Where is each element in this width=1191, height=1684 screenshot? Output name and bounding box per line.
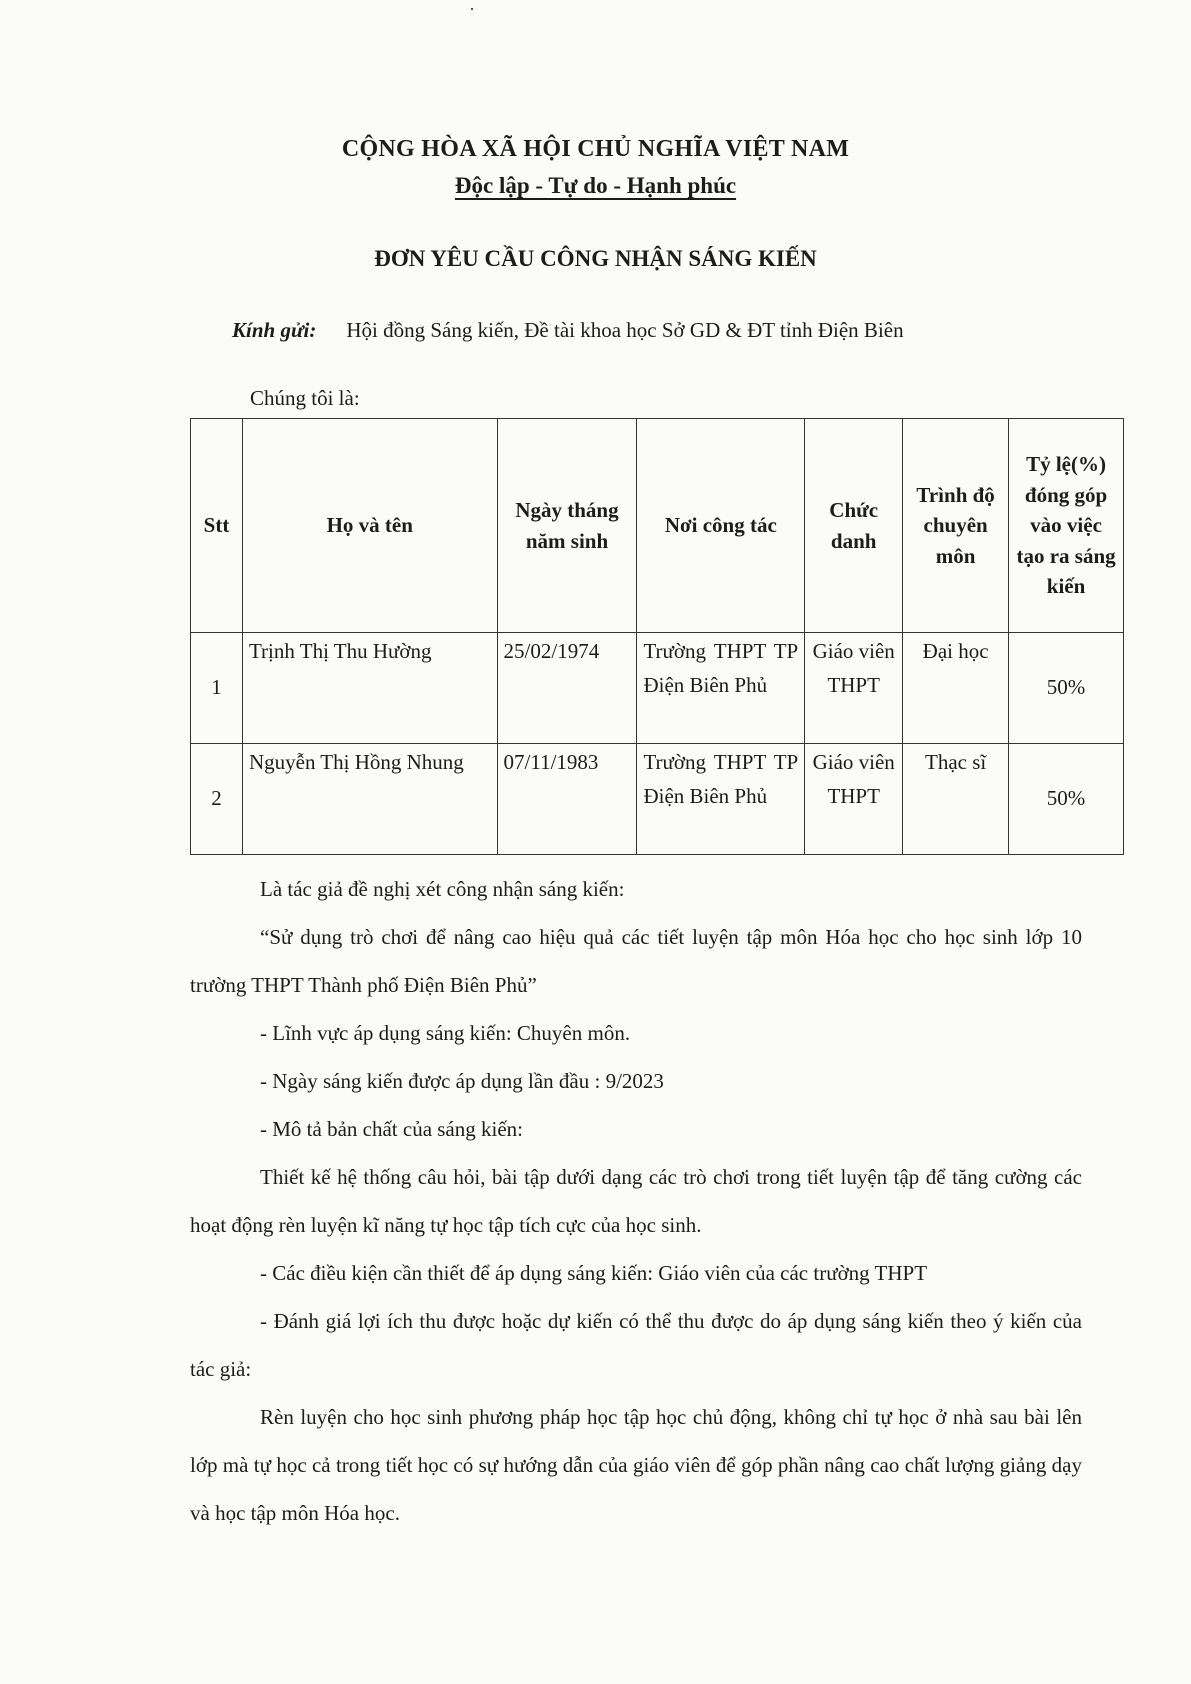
header-stt: Stt: [191, 419, 243, 633]
row-dob: 25/02/1974: [497, 633, 637, 744]
row-name: Trịnh Thị Thu Hường: [242, 633, 497, 744]
motto-text: Độc lập - Tự do - Hạnh phúc: [454, 173, 737, 198]
authors-table: [190, 418, 1124, 855]
scan-speck: [471, 8, 473, 10]
document-title: ĐƠN YÊU CẦU CÔNG NHẬN SÁNG KIẾN: [374, 246, 817, 271]
row-degree: Thạc sĩ: [903, 744, 1009, 855]
row-stt: 2: [191, 744, 243, 855]
nature-text: Thiết kế hệ thống câu hỏi, bài tập dưới dạng các trò chơi trong tiết luyện tập để tăng cường các hoạt động rèn luyện kĩ năng tự học tập tích cực của học sinh.: [190, 1165, 1082, 1237]
initiative-title: “Sử dụng trò chơi để nâng cao hiệu quả các tiết luyện tập môn Hóa học cho học sinh lớp 10 trường THPT Thành phố Điện Biên Phủ”: [190, 925, 1082, 997]
conditions-line: - Các điều kiện cần thiết để áp dụng sáng kiến: Giáo viên của các trường THPT: [260, 1261, 928, 1285]
header-name: Họ và tên: [242, 419, 497, 633]
nation-heading: CỘNG HÒA XÃ HỘI CHỦ NGHĨA VIỆT NAM: [341, 136, 850, 162]
motto-heading: [0, 173, 1191, 199]
header-title: Chức danh: [805, 419, 903, 633]
field-line: - Lĩnh vực áp dụng sáng kiến: Chuyên môn.: [260, 1021, 631, 1045]
author-line: Là tác giả đề nghị xét công nhận sáng kiến:: [260, 877, 625, 901]
table-row: [191, 744, 1124, 855]
recipient-label: Kính gửi:: [232, 318, 317, 342]
row-title: Giáo viên THPT: [805, 744, 903, 855]
benefit-text: Rèn luyện cho học sinh phương pháp học tập học chủ động, không chỉ tự học ở nhà sau bài lên lớp mà tự học cả trong tiết học có sự hướng dẫn của giáo viên để góp phần nâng cao chất lượng giảng dạy và học tập môn Hóa học.: [190, 1405, 1082, 1525]
recipient-line: [232, 318, 904, 343]
document-body: [190, 865, 1082, 1537]
header-dob: Ngày tháng năm sinh: [497, 419, 637, 633]
nature-label: - Mô tả bản chất của sáng kiến:: [260, 1117, 523, 1141]
row-title: Giáo viên THPT: [805, 633, 903, 744]
row-workplace: Trường THPT TP Điện Biên Phủ: [637, 633, 805, 744]
row-rate: 50%: [1009, 633, 1124, 744]
row-rate: 50%: [1009, 744, 1124, 855]
row-degree: Đại học: [903, 633, 1009, 744]
header-degree: Trình độ chuyên môn: [903, 419, 1009, 633]
row-workplace: Trường THPT TP Điện Biên Phủ: [637, 744, 805, 855]
recipient-value: Hội đồng Sáng kiến, Đề tài khoa học Sở GD & ĐT tỉnh Điện Biên: [346, 318, 904, 342]
header-rate: Tỷ lệ(%) đóng góp vào việc tạo ra sáng kiến: [1009, 419, 1124, 633]
row-stt: 1: [191, 633, 243, 744]
benefit-label: - Đánh giá lợi ích thu được hoặc dự kiến có thể thu được do áp dụng sáng kiến theo ý kiến của tác giả:: [190, 1309, 1082, 1381]
row-name: Nguyễn Thị Hồng Nhung: [242, 744, 497, 855]
table-header-row: [191, 419, 1124, 633]
intro-text: Chúng tôi là:: [250, 386, 360, 410]
row-dob: 07/11/1983: [497, 744, 637, 855]
header-workplace: Nơi công tác: [637, 419, 805, 633]
table-row: [191, 633, 1124, 744]
first-date-line: - Ngày sáng kiến được áp dụng lần đầu : 9/2023: [260, 1069, 664, 1093]
